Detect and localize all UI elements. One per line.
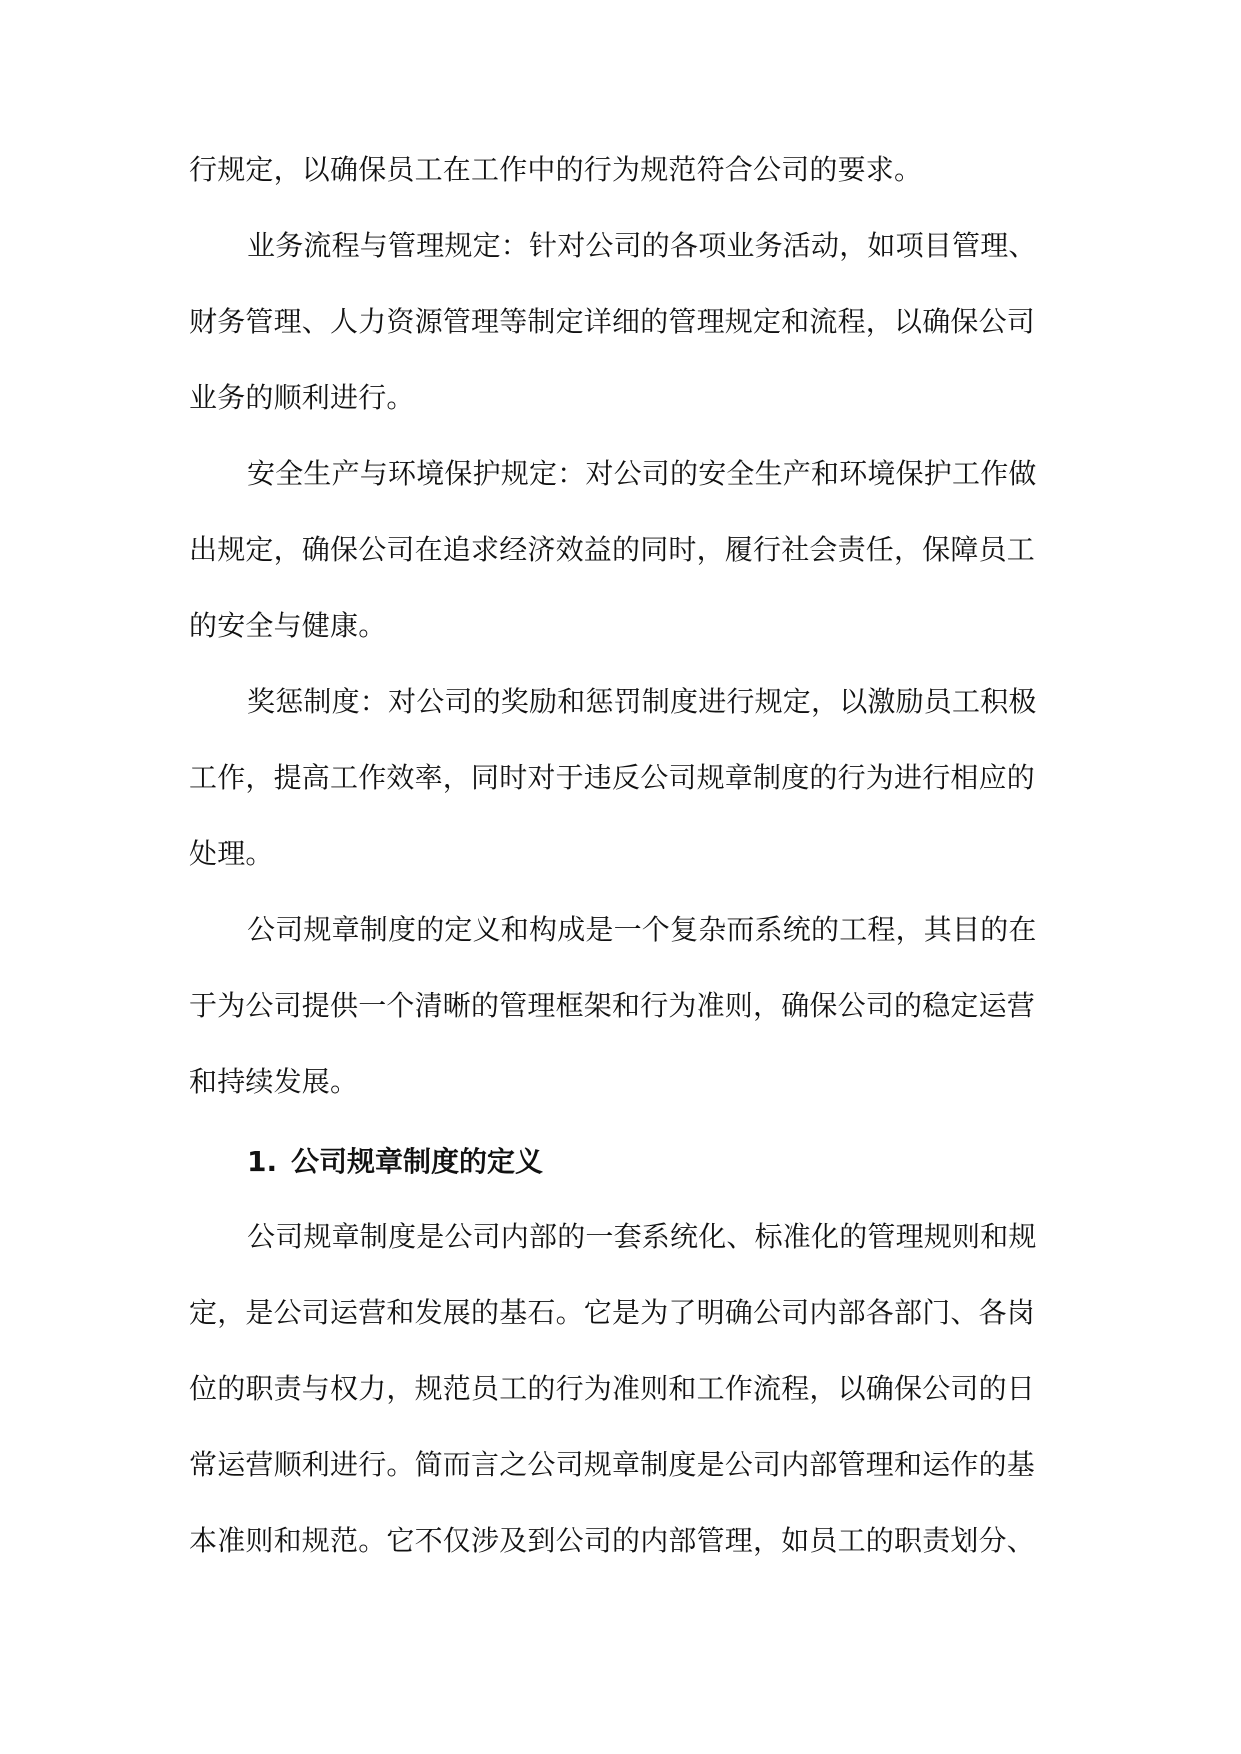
text-line: 位的职责与权力，规范员工的行为准则和工作流程，以确保公司的日	[189, 1372, 1036, 1405]
text-line: 财务管理、人力资源管理等制定详细的管理规定和流程，以确保公司	[189, 305, 1036, 338]
text-line: 工作，提高工作效率，同时对于违反公司规章制度的行为进行相应的	[189, 761, 1036, 794]
text-line: 安全生产与环境保护规定：对公司的安全生产和环境保护工作做	[247, 457, 1037, 490]
text-line: 公司规章制度是公司内部的一套系统化、标准化的管理规则和规	[247, 1220, 1037, 1253]
section-number: 1.	[247, 1145, 278, 1178]
section-heading	[247, 1142, 543, 1182]
section-title: 公司规章制度的定义	[291, 1145, 544, 1178]
text-line: 定，是公司运营和发展的基石。它是为了明确公司内部各部门、各岗	[189, 1296, 1036, 1329]
text-line: 和持续发展。	[189, 1065, 359, 1098]
text-line: 处理。	[189, 837, 274, 870]
text-line: 的安全与健康。	[189, 609, 387, 642]
text-line: 业务的顺利进行。	[189, 381, 415, 414]
text-line: 常运营顺利进行。简而言之公司规章制度是公司内部管理和运作的基	[189, 1448, 1036, 1481]
text-line: 奖惩制度：对公司的奖励和惩罚制度进行规定，以激励员工积极	[247, 685, 1037, 718]
text-line: 业务流程与管理规定：针对公司的各项业务活动，如项目管理、	[247, 229, 1037, 262]
text-line: 行规定，以确保员工在工作中的行为规范符合公司的要求。	[189, 153, 923, 186]
text-line: 本准则和规范。它不仅涉及到公司的内部管理，如员工的职责划分、	[189, 1524, 1036, 1557]
text-line: 出规定，确保公司在追求经济效益的同时，履行社会责任，保障员工	[189, 533, 1036, 566]
text-line: 公司规章制度的定义和构成是一个复杂而系统的工程，其目的在	[247, 913, 1037, 946]
text-line: 于为公司提供一个清晰的管理框架和行为准则，确保公司的稳定运营	[189, 989, 1036, 1022]
